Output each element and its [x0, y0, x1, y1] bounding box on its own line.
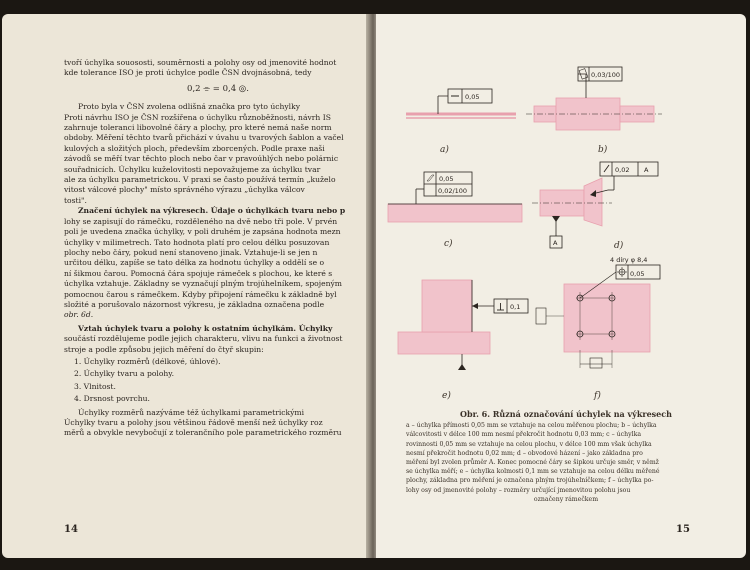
figure-c: [388, 172, 522, 249]
text-line: souřadnicích. Úchylku kuželovitosti nepovažujeme za úchylku tvar: [64, 164, 321, 174]
text-line: kulových a složitých ploch, především zborcených. Podle praxe naši: [64, 143, 325, 153]
text-line: tosti".: [64, 195, 87, 205]
figure-label-a: a): [440, 145, 449, 155]
text-line: obdoby. Měření těchto tvarů přichází v úvahu u tvarových šablon a vačel: [64, 133, 344, 143]
figure-a: [406, 89, 516, 155]
list-item: 3. Vlnitost.: [74, 381, 116, 391]
text-line: vitost válcové plochy" místo správného výrazu „úchylka válcov: [64, 185, 305, 195]
text-line: plochy nebo čáry, pokud není stanoveno jinak. Vztahuje-li se jen n: [64, 247, 318, 257]
section-heading: Značení úchylek na výkresech. Údaje o úchylkách tvaru nebo p: [78, 206, 346, 216]
text-line: složité a porušovalo názornost výkresu, je základna označena podle: [64, 299, 325, 309]
text-line: lohy se zapisují do rámečku, rozděleného na dvě nebo tři pole. V prvén: [64, 216, 338, 226]
text-line: určitou délku, zapíše se tato délka za hodnotu úchylky a oddělí se o: [64, 258, 325, 268]
left-page: [2, 14, 372, 558]
frame-d-value: 0,02: [615, 166, 630, 174]
text-line: tvoří úchylka souososti, souměrnosti a polohy osy od jmenovité hodnot: [64, 58, 337, 67]
text-line: ní šikmou čarou. Pomocná čára spojuje rámeček s plochou, ke které s: [64, 268, 333, 278]
figure-label-e: e): [442, 391, 451, 401]
frame-f-holes: 4 díry φ 8,4: [610, 256, 648, 264]
text-line: poli je uvedena značka úchylky, v poli druhém je zapsána hodnota mezn: [64, 227, 341, 237]
figure-f: [536, 256, 660, 401]
figure-label-b: b): [598, 145, 608, 155]
section-heading: Vztah úchylek tvaru a polohy k ostatním úchylkám. Úchylky: [78, 323, 333, 333]
text-line: stroje a podle způsobu jejich měření do čtyř skupin:: [64, 344, 264, 354]
figure-b: [526, 67, 662, 155]
caption-line: válcovitosti v délce 100 mm nesmí překročit hodnotu 0,03 mm; c – úchylka: [406, 431, 642, 439]
figure-d: [532, 162, 658, 251]
frame-a-value: 0,05: [465, 93, 480, 101]
text-line: měrů a obvykle nevybočují z tolerančního pole parametrického rozměru: [64, 428, 342, 438]
caption-line: označeny rámečkem: [533, 495, 599, 503]
text-line: závodů se měří tvar těchto ploch nebo čar v pravoúhlých nebo polárnic: [64, 154, 339, 164]
figure-caption: [406, 410, 726, 504]
text-line: ale za úchylku parametrickou. V praxi se často používá termín „kuželo: [64, 175, 336, 185]
left-text-block: [64, 58, 372, 439]
list-item: 4. Drsnost povrchu.: [74, 394, 150, 404]
page-number: 15: [676, 524, 690, 535]
page-number: 14: [64, 524, 78, 535]
caption-line: měření byl zvolen průměr A. Konec pomocné čáry se šipkou určuje směr, v němž: [406, 459, 659, 467]
text-line: obr. 6d.: [64, 310, 94, 320]
caption-line: plochy, základna pro měření je označena plným trojúhelníčkem; f – úchylka po-: [406, 477, 654, 485]
frame-b-value: 0,03/100: [591, 71, 621, 79]
text-line: součástí rozdělujeme podle jejich charakteru, vlivu na funkci a životnost: [64, 334, 343, 344]
text-line: Úchylky tvaru a polohy jsou většinou řádově menší než úchylky roz: [64, 418, 323, 427]
frame-c-top-value: 0,05: [439, 175, 454, 183]
figure-label-d: d): [614, 241, 624, 251]
caption-line: se úchylka měří; e – úchylka kolmosti 0,1 mm se vztahuje na celou délku měřené: [406, 468, 660, 476]
figure-e: [398, 280, 528, 401]
text-line: úchylka vztahuje. Základny se vyznačují plným trojúhelníkem, spojeným: [64, 279, 342, 289]
frame-d-datum: A: [644, 166, 649, 174]
text-line: Proti návrhu ISO je ČSN rozšířena o úchylku různoběžnosti, návrh IS: [64, 112, 331, 122]
frame-f-value: 0,05: [630, 270, 645, 278]
text-line: úchylky v milimetrech. Tato hodnota platí pro celou délku posuzovan: [64, 237, 330, 247]
figure-label-c: c): [444, 239, 453, 249]
caption-title: Obr. 6. Různá označování úchylek na výkresech: [460, 409, 672, 419]
text-line: zahrnuje toleranci libovolné čáry a plochy, pro které nemá naše norm: [64, 123, 332, 133]
frame-c-bottom-value: 0,02/100: [438, 187, 468, 195]
text-line: Proto byla v ČSN zvolena odlišná značka pro tyto úchylky: [78, 102, 300, 112]
list-item: 1. Úchylky rozměrů (délkové, úhlové).: [74, 356, 221, 366]
text-line: Úchylky rozměrů nazýváme též úchylkami parametrickými: [78, 407, 305, 417]
text-line: pomocnou čarou s rámečkem. Kdyby připojení rámečku k základně byl: [64, 289, 337, 299]
figure-label-f: f): [594, 391, 601, 401]
caption-line: rovinnosti 0,05 mm se vztahuje na celou plochu, v délce 100 mm však úchylka: [406, 440, 652, 448]
caption-line: a – úchylka přímosti 0,05 mm se vztahuje na celou měřenou plochu; b – úchylka: [406, 422, 657, 430]
frame-e-value: 0,1: [510, 303, 521, 311]
caption-line: nesmí překročit hodnotu 0,02 mm; d – obvodové házení – jako základna pro: [406, 449, 643, 457]
right-page: [376, 14, 746, 558]
text-line: kde tolerance ISO je proti úchylce podle ČSN dvojnásobná, tedy: [64, 68, 312, 78]
list-item: 2. Úchylky tvaru a polohy.: [74, 369, 174, 379]
formula: 0,2 ⌯ = 0,4 ◎.: [187, 83, 249, 94]
frame-d-datum-box: A: [553, 239, 558, 247]
caption-line: lohy osy od jmenovité polohy – rozměry určující jmenovitou polohu jsou: [406, 486, 631, 494]
